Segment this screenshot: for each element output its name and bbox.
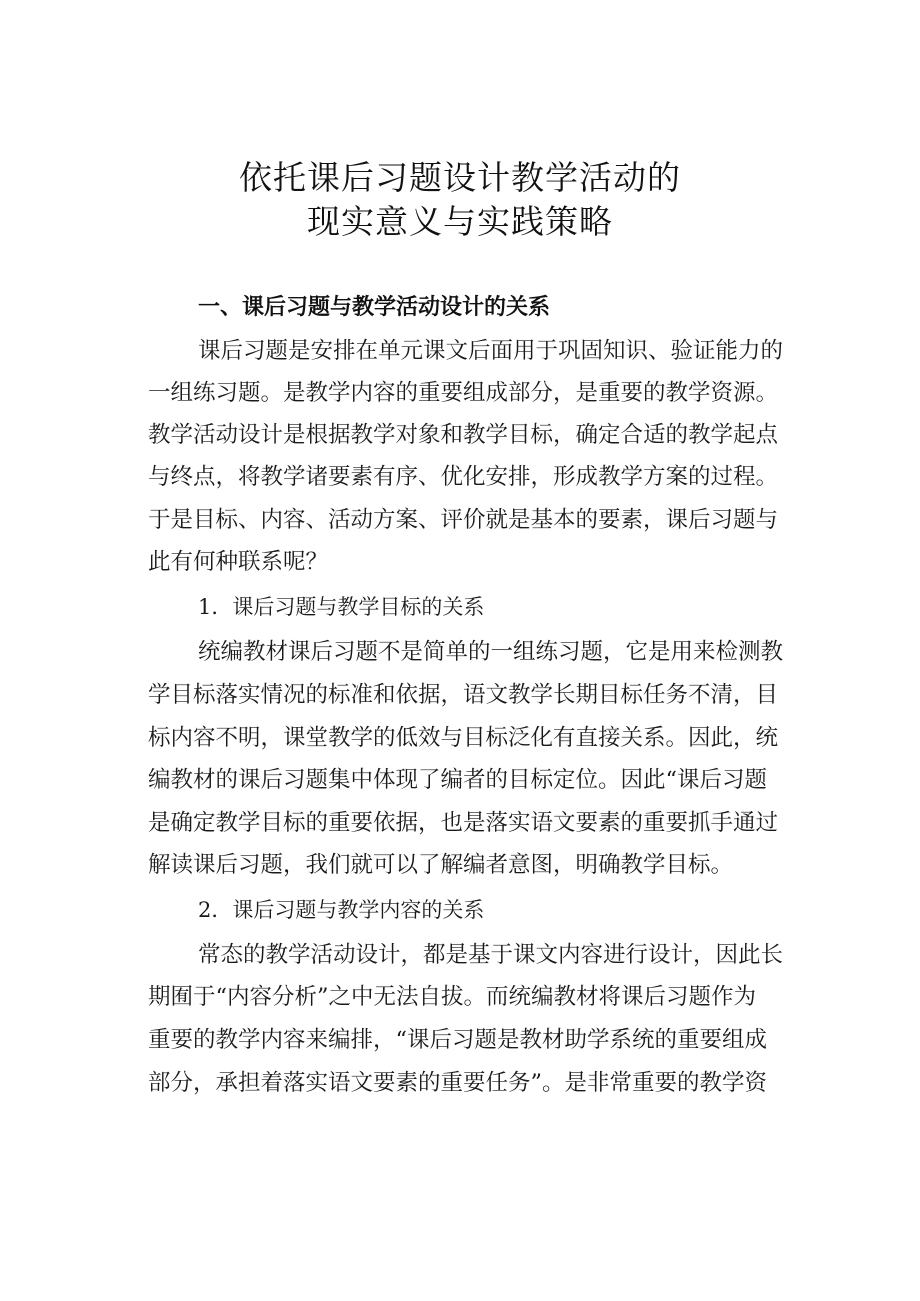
document-title-line-1: 依托课后习题设计教学活动的 bbox=[239, 158, 681, 197]
document-title-line-2: 现实意义与实践策略 bbox=[307, 202, 613, 241]
section-1-heading: 一、课后习题与教学活动设计的关系 bbox=[198, 295, 551, 320]
document-page: 依托课后习题设计教学活动的 现实意义与实践策略 一、课后习题与教学活动设计的关系 课后习题是安排在单元课文后面用于巩固知识、验证能力的 一组练习题。是教学内容的重要组成部分，是重要的教学资源。 教学活动设计是根据教学对象和教学目标，确定合适的教学起点 与终点，将教学诸要素有序、优化安排，形成教学方案的过程。 于是目标、内容、活动方案、评价就是基本的要素，课后习题与 此有何种联系呢？ 1．课后习题与教学目标的关系 统编教材课后习题不是简单的一组练习题，它是用来检测教 学目标落实情况的标准和依据，语文教学长期目标任务不清，目 标内容不明，课堂教学的低效与目标泛化有直接关系。因此，统 编教材的课后习题集中体现了编者的目标定位。因此“课后习题 是确定教学目标的重要依据，也是落实语文要素的重要抓手通过 解读课后习题，我们就可以了解编者意图，明确教学目标。 2．课后习题与教学内容的关系 常态的教学活动设计，都是基于课文内容进行设计，因此长 期囿于“内容分析”之中无法自拔。而统编教材将课后习题作为 重要的教学内容来编排，“课后习题是教材助学系统的重要组成 部分，承担着落实语文要素的重要任务”。是非常重要的教学资 bbox=[0, 0, 920, 1301]
